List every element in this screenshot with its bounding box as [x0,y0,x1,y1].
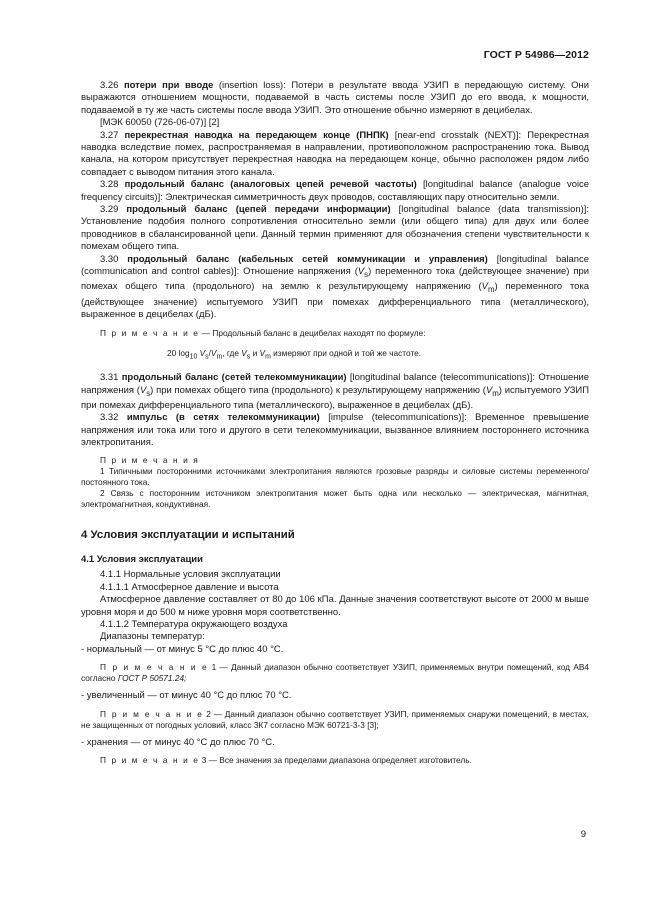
term: перекрестная наводка на передающем конце (ПНПК) [124,129,389,141]
temp-note-3: П р и м е ч а н и е 3 — Все значения за пределами диапазона определяет изготовитель. [100,754,472,765]
formula: 20 $\log_{10} V_s/V_m$, где $V_s$ и $V_m$ измеряют при одной и той же частоте. [167,347,422,361]
notes-label: П р и м е ч а н и я [100,455,200,466]
term: потери при вводе [123,80,214,91]
term: продольный баланс (сетей телекоммуникации) [121,372,347,384]
clause-3-30: 3.30 продольный баланс (кабельных сетей коммуникации и управления) [longitudinal balance (communication and control cables)]: Отношение напряжения $(V_s)$ переменного тока (действующее значение) при помехах общего типа (продольного) на землю к результирующему напряжению $(V_m)$ переменного тока (действующее значение) испытуемого УЗИП при помехах дифференциального типа (металлического), выраженное в децибелах (дБ). [81,253,590,321]
page-number: 9 [580,829,586,840]
clause-3-26: 3.26 потери при вводе (insertion loss): Потери в результате ввода УЗИП в передающую систему. Они выражаются отношением мощности, подаваемой в часть системы после УЗИП до его ввода, к мощности, подаваемой в ту же часть системы после ввода УЗИП. Это отношение обычно измеряют в децибелах. [81,80,589,116]
range-normal: - нормальный — от минус 5 °С до плюс 40 °С. [81,643,284,655]
section-4-1-title: 4.1 Условия эксплуатации [81,553,203,565]
term: продольный баланс (цепей передачи информации) [126,204,391,216]
note-2: 2 Связь с посторонним источником электропитания может быть одна или несколько — электрическая, магнитная, электромагнитная, кондуктивная. [81,488,589,510]
pressure-text: Атмосферное давление составляет от 80 до 106 кПа. Данные значения соответствуют высоте от 2000 м выше уровня моря и до 500 м ниже уровня моря соответственно. [81,594,589,618]
document-body [81,80,589,766]
range-extended: - увеличенный — от минус 40 °С до плюс 70 °С. [81,690,292,702]
clause-3-27: 3.27 перекрестная наводка на передающем конце (ПНПК) [near-end crosstalk (NEXT)]: Перекрестная наводка вследствие помех, распространяемая в направлении, противоположном распространению тока. Вывод канала, на котором присутствует перекрестная наводка на передающем конце, обычно расположен рядом либо совпадает с выводом питания этого канала. [81,129,590,178]
clause-3-32: 3.32 импульс (в сетях телекоммуникации) [impulse (telecommunications)]: Временное превышение напряжения или тока или того и другого в сети телекоммуникации, вызванное влиянием постороннего источника электропитания. [81,412,590,449]
standard-header: ГОСТ Р 54986—2012 [483,49,589,61]
clause-3-29: 3.29 продольный баланс (цепей передачи информации) [longitudinal balance (data transmission)]: Установление подобия полного сопротивления относительно земли (или общего типа) для двух или более проводников в сбалансированной цепи. Данный термин применяют для обозначения степени чувствительности к помехам общего типа. [81,204,590,253]
temp-note-1: П р и м е ч а н и е 1 — Данный диапазон обычно соответствует УЗИП, применяемых внутри помещений, код АВ4 согласно ГОСТ Р 50571.24; [81,662,589,684]
section-4-title: 4 Условия эксплуатации и испытаний [81,529,295,542]
temp-note-2: П р и м е ч а н и е 2 — Данный диапазон обычно соответствует УЗИП, применяемых снаружи помещений, в местах, не защищенных от погодных условий, класс 3К7 согласно МЭК 60721-3-3 [3]; [81,708,589,730]
section-4-1-1-2: 4.1.1.2 Температура окружающего воздуха [100,618,288,630]
note-1: 1 Типичными посторонними источниками электропитания являются грозовые разряды и силовые системы переменного/постоянного тока. [81,466,589,488]
section-4-1-1: 4.1.1 Нормальные условия эксплуатации [100,569,281,581]
term: продольный баланс (кабельных сетей коммуникации и управления) [127,253,488,265]
temperature-ranges-label: Диапазоны температур: [100,631,205,643]
range-storage: - хранения — от минус 40 °С до плюс 70 °С. [81,736,275,748]
note-3-30: П р и м е ч а н и е — Продольный баланс в децибелах находят по формуле: [100,327,426,338]
term: продольный баланс (аналоговых цепей речевой частоты) [124,179,417,191]
reference: [МЭК 60050 (726-06-07)] [2] [100,117,220,129]
section-4-1-1-1: 4.1.1.1 Атмосферное давление и высота [100,581,279,593]
clause-3-31: 3.31 продольный баланс (сетей телекоммуникации) [longitudinal balance (telecommunications)]: Отношение напряжения $(V_s)$ при помехах общего типа (продольного) к результирующему напряжению $(V_m)$ испытуемого УЗИП при помехах дифференциального типа (металлического), выраженное в децибелах (дБ). [81,372,590,411]
clause-3-28: 3.28 продольный баланс (аналоговых цепей речевой частоты) [longitudinal balance (analogue voice frequency circuits)]: Электрическая симметричность двух проводов, составляющих пару относительно земли. [81,179,590,203]
term: импульс (в сетях телекоммуникации) [126,412,320,424]
